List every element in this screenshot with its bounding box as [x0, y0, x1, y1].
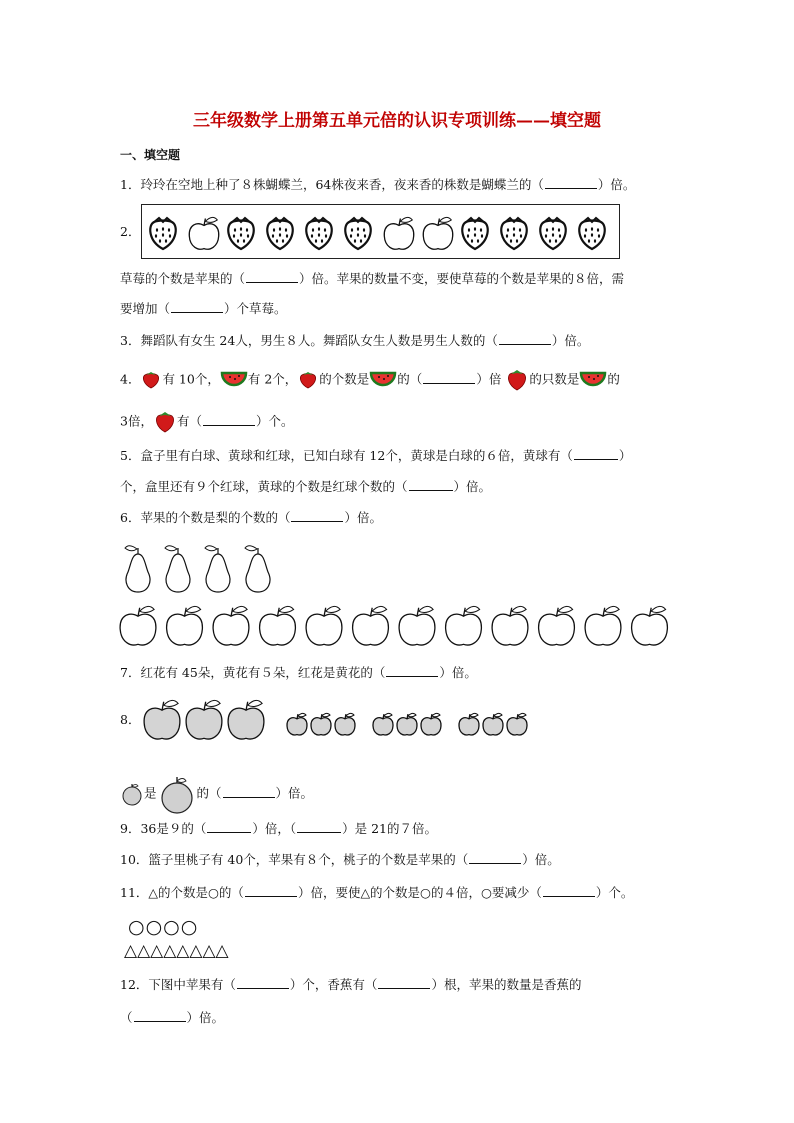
- strawberry-icon: [140, 370, 162, 390]
- small-apple-icon: [507, 713, 527, 735]
- small-apple-icon: [483, 713, 503, 735]
- q2-answer-blank-2[interactable]: [171, 300, 223, 313]
- question-6: 6．苹果的个数是梨的个数的（ ）倍。: [120, 510, 382, 525]
- small-apple-icon: [397, 713, 417, 735]
- question-12-line-1: 12．下图中苹果有（ ）个，香蕉有（ ）根，苹果的数量是香蕉的: [120, 977, 582, 992]
- apple-outline-icon: [399, 606, 435, 645]
- question-3: 3．舞蹈队有女生 24人，男生８人。舞蹈队女生人数是男生人数的（ ）倍。: [120, 333, 590, 348]
- section-heading: 一、填空题: [120, 148, 181, 162]
- big-apple-icon: [228, 700, 264, 739]
- strawberry-outline-icon: [462, 218, 487, 249]
- q5-answer-blank-2[interactable]: [409, 478, 453, 491]
- strawberry-outline-icon: [228, 218, 253, 249]
- strawberry-outline-icon: [501, 218, 526, 249]
- question-10: 10．篮子里桃子有 40个，苹果有８个，桃子的个数是苹果的（ ）倍。: [120, 852, 560, 867]
- question-4-line-2: 3倍， 有（ ）个。: [120, 410, 293, 434]
- pear-outline-icon: [125, 546, 150, 592]
- question-7: 7．红花有 45朵，黄花有５朵，红花是黄花的（ ）倍。: [120, 665, 477, 680]
- q12-answer-blank-3[interactable]: [134, 1009, 186, 1022]
- apple-outline-icon: [189, 217, 218, 249]
- question-1: [120, 176, 635, 194]
- q4-answer-blank-1[interactable]: [423, 371, 475, 384]
- q9-answer-blank-2[interactable]: [297, 820, 341, 833]
- q4-answer-blank-2[interactable]: [203, 413, 255, 426]
- q12-answer-blank-1[interactable]: [237, 976, 289, 989]
- pear-outline-icon: [165, 546, 190, 592]
- q6-answer-blank[interactable]: [291, 509, 343, 522]
- strawberry-icon: [297, 370, 319, 390]
- small-apple-icon: [459, 713, 479, 735]
- q2-number: 2．: [120, 224, 141, 239]
- apple-outline-icon: [446, 606, 482, 645]
- q5-answer-blank-1[interactable]: [574, 447, 618, 460]
- apple-outline-icon: [384, 217, 413, 249]
- q2-answer-blank-1[interactable]: [246, 270, 298, 283]
- strawberry-outline-icon: [267, 218, 292, 249]
- watermelon-icon: [220, 369, 248, 391]
- big-apple-icon: [144, 700, 180, 739]
- q6-pear-row: [118, 540, 288, 598]
- q8-number: 8．: [120, 712, 141, 727]
- question-5-line-2: 个，盒里还有９个红球，黄球的个数是红球个数的（ ）倍。: [120, 479, 492, 494]
- strawberry-icon: [153, 410, 177, 434]
- apple-outline-icon: [632, 606, 668, 645]
- question-5-line-1: 5．盒子里有白球、黄球和红球，已知白球有 12个，黄球是白球的６倍，黄球有（ ）: [120, 448, 632, 463]
- page-title: 三年级数学上册第五单元倍的认识专项训练——填空题: [193, 111, 601, 131]
- pear-outline-icon: [245, 546, 270, 592]
- small-apple-icon: [287, 713, 307, 735]
- question-8-line: 是 的（ ）倍。: [120, 774, 313, 814]
- apple-outline-icon: [260, 606, 296, 645]
- q6-apple-row: [118, 603, 678, 651]
- q8-apple-groups: [140, 696, 530, 744]
- strawberry-outline-icon: [150, 218, 175, 249]
- q2-fruit-row: [141, 204, 621, 260]
- question-12-line-2: （ ）倍。: [120, 1010, 225, 1025]
- apple-outline-icon: [492, 606, 528, 645]
- q12-answer-blank-2[interactable]: [378, 976, 430, 989]
- apple-outline-icon: [213, 606, 249, 645]
- question-11: 11．△的个数是○的（ ）倍，要使△的个数是○的４倍，○要减少（ ）个。: [120, 885, 634, 900]
- question-4-line-1: 4． 有 10个， 有 2个， 的个数是 的（ ）倍 的只数是 的: [120, 368, 620, 392]
- q3-answer-blank[interactable]: [499, 332, 551, 345]
- apple-outline-icon: [353, 606, 389, 645]
- apple-outline-icon: [306, 606, 342, 645]
- q1-text: 玲玲在空地上种了８株蝴蝶兰，64株夜来香，夜来香的株数是蝴蝶兰的（: [140, 177, 544, 192]
- small-apple-icon: [421, 713, 441, 735]
- big-apple-icon: [186, 700, 222, 739]
- q9-answer-blank-1[interactable]: [207, 820, 251, 833]
- strawberry-outline-icon: [306, 218, 331, 249]
- apple-outline-icon: [585, 606, 621, 645]
- q11-answer-blank-2[interactable]: [543, 884, 595, 897]
- strawberry-outline-icon: [579, 218, 604, 249]
- q1-answer-blank[interactable]: [545, 176, 597, 189]
- strawberry-outline-icon: [345, 218, 370, 249]
- q11-answer-blank-1[interactable]: [245, 884, 297, 897]
- apple-outline-icon: [423, 217, 452, 249]
- question-9: 9．36是９的（ ）倍，（ ）是 21的７倍。: [120, 821, 438, 836]
- strawberry-outline-icon: [540, 218, 565, 249]
- big-apple-icon: [157, 774, 197, 814]
- q7-answer-blank[interactable]: [386, 664, 438, 677]
- small-apple-icon: [120, 782, 144, 806]
- q11-circles: ○○○○: [128, 916, 199, 938]
- strawberry-icon: [505, 368, 529, 392]
- question-2-line-2: 要增加（ ）个草莓。: [120, 301, 287, 316]
- q11-triangles: △△△△△△△△: [124, 941, 229, 961]
- q1-tail: ）倍。: [597, 177, 636, 192]
- watermelon-icon: [369, 369, 397, 391]
- pear-outline-icon: [205, 546, 230, 592]
- apple-outline-icon: [120, 606, 156, 645]
- small-apple-icon: [335, 713, 355, 735]
- apple-outline-icon: [167, 606, 203, 645]
- q8-answer-blank[interactable]: [223, 785, 275, 798]
- small-apple-icon: [311, 713, 331, 735]
- small-apple-icon: [373, 713, 393, 735]
- question-2-line-1: 草莓的个数是苹果的（ ）倍。苹果的数量不变，要使草莓的个数是苹果的８倍，需: [120, 271, 625, 286]
- watermelon-icon: [579, 369, 607, 391]
- q1-number: 1．: [120, 177, 141, 192]
- apple-outline-icon: [539, 606, 575, 645]
- q10-answer-blank[interactable]: [469, 851, 521, 864]
